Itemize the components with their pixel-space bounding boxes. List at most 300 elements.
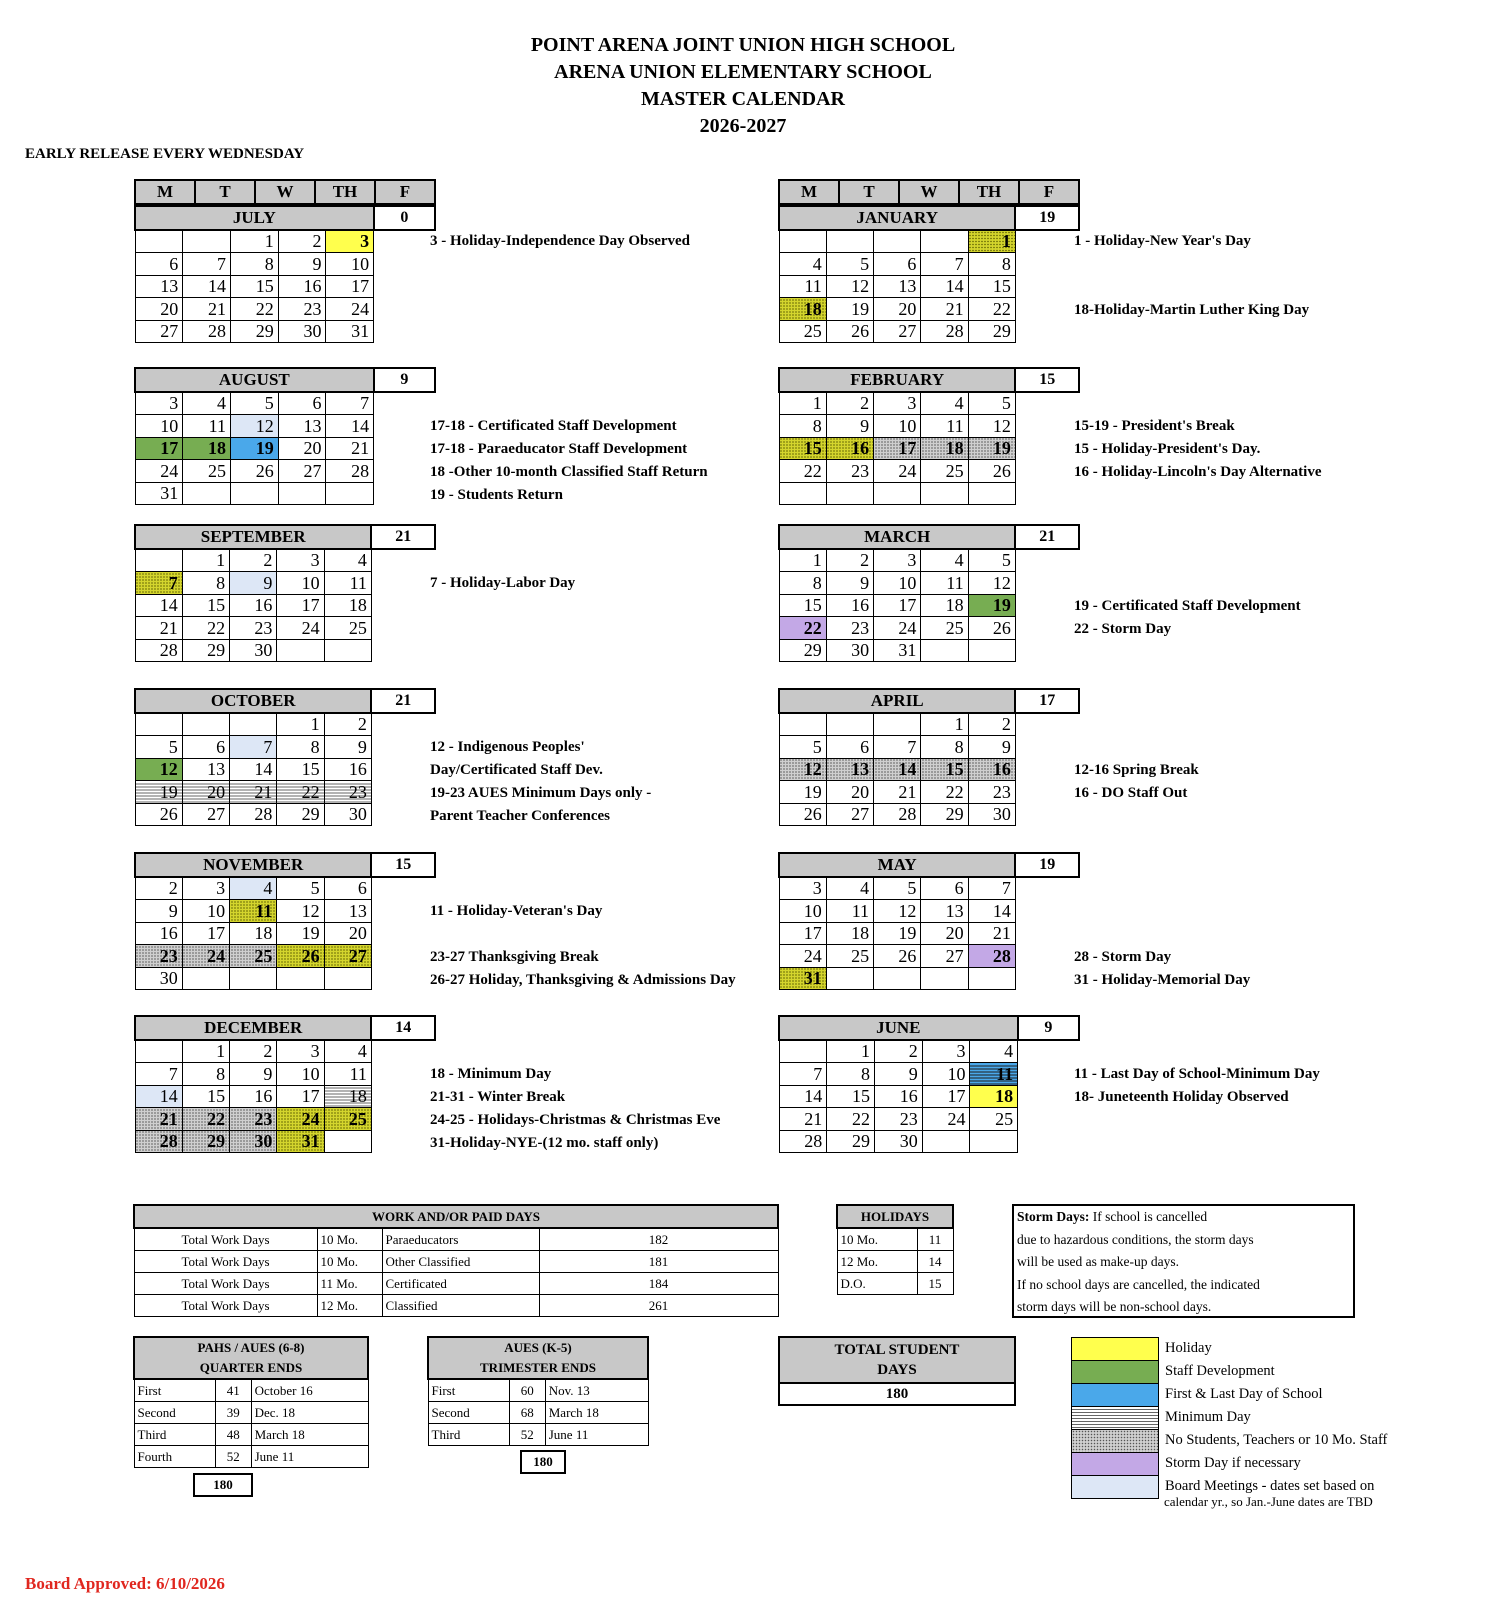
month-note: 17-18 - Certificated Staff Development — [430, 418, 677, 434]
month-note — [1074, 877, 1250, 900]
month-note: 11 - Holiday-Veteran's Day — [430, 903, 603, 919]
day-cell: 14 — [921, 275, 968, 298]
day-cell: 29 — [182, 1130, 229, 1153]
day-cell: 27 — [874, 320, 921, 343]
day-cell: 26 — [277, 945, 324, 968]
day-cell: 28 — [968, 945, 1015, 968]
day-cell: 16 — [324, 758, 371, 781]
week-row — [779, 1130, 1079, 1153]
day-cell: 2 — [968, 713, 1015, 736]
quarters-row — [134, 1446, 368, 1468]
month-note: 19-23 AUES Minimum Days only - — [430, 785, 652, 801]
week-row — [135, 639, 435, 662]
day-cell: 18 — [324, 1085, 371, 1108]
legend — [1071, 1337, 1387, 1498]
day-cell: 28 — [874, 803, 921, 826]
day-cell — [921, 230, 968, 253]
day-cell — [779, 713, 826, 736]
day-cell: 12 — [277, 900, 324, 923]
legend-label: Holiday — [1165, 1340, 1212, 1356]
day-cell: 19 — [277, 922, 324, 945]
day-cell: 10 — [922, 1063, 970, 1086]
week-row — [779, 967, 1079, 990]
trimesters-cell: March 18 — [545, 1402, 648, 1424]
week-row — [779, 945, 1079, 968]
quarter-title-line2: QUARTER ENDS — [199, 1360, 303, 1375]
month-note: 17-18 - Paraeducator Staff Development — [430, 441, 688, 457]
month-note — [1074, 1040, 1320, 1063]
week-row — [779, 549, 1079, 572]
legend-swatch — [1071, 1337, 1159, 1361]
month-notes — [430, 713, 651, 828]
week-row — [135, 945, 435, 968]
month-note: 21-31 - Winter Break — [430, 1089, 566, 1105]
month-note: 31 - Holiday-Memorial Day — [1074, 972, 1251, 988]
quarters-row — [134, 1424, 368, 1446]
month-name: OCTOBER — [135, 689, 371, 713]
day-cell: 17 — [874, 594, 921, 617]
day-cell: 12 — [968, 415, 1015, 438]
week-row — [135, 1130, 435, 1153]
month-day-count: 0 — [374, 206, 435, 230]
month-name: AUGUST — [135, 368, 374, 392]
trimester-total: 180 — [520, 1450, 566, 1474]
work-days-cell: 261 — [539, 1295, 778, 1317]
day-cell: 11 — [921, 415, 968, 438]
work-days-cell: Total Work Days — [134, 1251, 317, 1273]
month-note — [430, 1040, 720, 1063]
week-row — [779, 572, 1079, 595]
day-cell: 2 — [135, 877, 182, 900]
work-days-row — [134, 1295, 778, 1317]
left-calendar-column — [134, 179, 736, 1152]
day-cell: 27 — [278, 460, 326, 483]
month-name: DECEMBER — [135, 1016, 371, 1040]
early-release-note: EARLY RELEASE EVERY WEDNESDAY — [25, 146, 305, 162]
day-cell: 30 — [874, 1130, 922, 1153]
day-cell — [968, 639, 1015, 662]
work-days-cell: 11 Mo. — [317, 1273, 382, 1295]
day-cell: 17 — [922, 1085, 970, 1108]
day-cell: 14 — [874, 758, 921, 781]
day-cell: 15 — [827, 1085, 875, 1108]
day-cell: 15 — [921, 758, 968, 781]
storm-note-line: storm days will be non-school days. — [1017, 1299, 1212, 1314]
day-cell: 7 — [968, 877, 1015, 900]
month-note: Day/Certificated Staff Dev. — [430, 762, 603, 778]
month-notes — [1074, 549, 1301, 641]
day-cell: 23 — [230, 1108, 277, 1131]
day-cell: 12 — [230, 415, 278, 438]
day-cell — [324, 1130, 371, 1153]
week-row — [135, 758, 435, 781]
day-cell: 13 — [182, 758, 229, 781]
month-block-june — [778, 1015, 1320, 1153]
month-day-count: 19 — [1015, 853, 1079, 877]
day-cell: 30 — [968, 803, 1015, 826]
day-cell: 20 — [826, 781, 873, 804]
day-cell: 4 — [324, 549, 371, 572]
day-cell: 8 — [230, 253, 278, 276]
quarters-cell: Third — [134, 1424, 215, 1446]
day-cell: 28 — [230, 803, 277, 826]
day-cell: 16 — [230, 594, 277, 617]
day-cell: 27 — [324, 945, 371, 968]
day-cell: 26 — [135, 803, 182, 826]
day-cell: 11 — [324, 572, 371, 595]
day-cell: 3 — [277, 549, 324, 572]
school-name-elementary: ARENA UNION ELEMENTARY SCHOOL — [554, 61, 932, 83]
month-table-may — [778, 852, 1080, 990]
day-cell: 21 — [779, 1108, 827, 1131]
month-notes — [1074, 877, 1250, 992]
weekday-header — [778, 179, 1080, 205]
month-note: 18-Holiday-Martin Luther King Day — [1074, 302, 1310, 318]
week-row — [135, 415, 435, 438]
day-cell: 30 — [324, 803, 371, 826]
month-block-april — [778, 688, 1199, 826]
day-cell: 20 — [324, 922, 371, 945]
trimesters-row — [428, 1424, 648, 1446]
right-calendar-column — [778, 179, 1322, 1152]
day-cell: 1 — [827, 1040, 875, 1063]
month-note: 12-16 Spring Break — [1074, 762, 1199, 778]
day-cell: 10 — [874, 415, 921, 438]
month-block-november — [134, 852, 736, 990]
month-notes — [430, 230, 690, 253]
day-cell — [230, 482, 278, 505]
day-cell — [968, 967, 1015, 990]
day-cell — [324, 639, 371, 662]
day-cell: 17 — [874, 437, 921, 460]
day-cell: 23 — [278, 298, 326, 321]
trimesters-cell: Nov. 13 — [545, 1379, 648, 1402]
day-cell: 14 — [230, 758, 277, 781]
holidays-table — [836, 1204, 954, 1295]
day-cell — [826, 482, 873, 505]
month-note: 3 - Holiday-Independence Day Observed — [430, 233, 691, 249]
calendar-title: MASTER CALENDAR — [641, 88, 845, 110]
week-row — [779, 639, 1079, 662]
day-cell: 5 — [230, 392, 278, 415]
month-table-august — [134, 367, 436, 505]
day-cell: 15 — [779, 594, 826, 617]
week-row — [779, 1040, 1079, 1063]
day-cell: 21 — [183, 298, 231, 321]
quarters-cell: October 16 — [251, 1379, 368, 1402]
month-note — [1074, 549, 1301, 572]
month-name: JANUARY — [779, 206, 1015, 230]
week-row — [135, 1085, 435, 1108]
storm-days-note — [1012, 1204, 1355, 1318]
calendar-header — [0, 32, 1486, 140]
day-cell: 24 — [779, 945, 826, 968]
day-cell: 16 — [826, 437, 873, 460]
month-name: JULY — [135, 206, 374, 230]
day-cell: 13 — [826, 758, 873, 781]
month-day-count: 21 — [371, 525, 435, 549]
day-cell: 22 — [921, 781, 968, 804]
month-day-count: 9 — [1018, 1016, 1079, 1040]
day-cell: 21 — [874, 781, 921, 804]
month-day-count: 21 — [371, 689, 435, 713]
month-note: 16 - Holiday-Lincoln's Day Alternative — [1074, 464, 1322, 480]
day-cell: 14 — [183, 275, 231, 298]
legend-label: Board Meetings - dates set based on — [1165, 1478, 1375, 1494]
day-cell: 4 — [779, 253, 826, 276]
day-cell: 16 — [874, 1085, 922, 1108]
day-cell — [779, 482, 826, 505]
month-notes — [430, 392, 708, 507]
weekday-w: W — [899, 180, 959, 204]
week-row — [779, 1063, 1079, 1086]
holidays-row — [837, 1228, 953, 1251]
month-note — [1074, 253, 1309, 276]
quarter-title — [134, 1337, 368, 1379]
day-cell — [826, 230, 873, 253]
month-note — [430, 877, 736, 900]
day-cell: 6 — [921, 877, 968, 900]
month-name: SEPTEMBER — [135, 525, 371, 549]
week-row — [779, 1108, 1079, 1131]
day-cell: 10 — [135, 415, 183, 438]
month-table-september — [134, 524, 436, 662]
legend-label: No Students, Teachers or 10 Mo. Staff — [1165, 1432, 1388, 1448]
day-cell: 19 — [779, 781, 826, 804]
quarters-cell: 52 — [215, 1446, 251, 1468]
month-note: 1 - Holiday-New Year's Day — [1074, 233, 1251, 249]
total-student-title-line2: DAYS — [877, 1362, 917, 1378]
month-note: 19 - Certificated Staff Development — [1074, 598, 1301, 614]
week-row — [135, 922, 435, 945]
month-notes — [1074, 1040, 1320, 1109]
day-cell: 10 — [874, 572, 921, 595]
work-days-cell: Total Work Days — [134, 1273, 317, 1295]
holidays-cell: 10 Mo. — [837, 1228, 917, 1251]
day-cell: 31 — [135, 482, 183, 505]
day-cell: 28 — [183, 320, 231, 343]
weekday-m: M — [779, 180, 839, 204]
day-cell: 1 — [182, 549, 229, 572]
day-cell: 14 — [135, 594, 182, 617]
week-row — [779, 713, 1079, 736]
month-name: JUNE — [779, 1016, 1018, 1040]
day-cell: 11 — [324, 1063, 371, 1086]
day-cell — [968, 482, 1015, 505]
month-note — [430, 713, 651, 736]
week-row — [135, 803, 435, 826]
month-block-may — [778, 852, 1251, 990]
day-cell — [230, 713, 277, 736]
holidays-cell: 15 — [917, 1273, 953, 1295]
month-note — [1074, 713, 1199, 736]
week-row — [135, 298, 435, 321]
month-block-october — [134, 688, 652, 826]
work-days-cell: 182 — [539, 1228, 778, 1251]
week-row — [779, 736, 1079, 759]
day-cell: 15 — [779, 437, 826, 460]
day-cell: 7 — [135, 1063, 182, 1086]
holidays-cell: D.O. — [837, 1273, 917, 1295]
week-row — [135, 1040, 435, 1063]
day-cell: 17 — [779, 922, 826, 945]
day-cell: 8 — [779, 415, 826, 438]
month-note — [430, 392, 708, 415]
day-cell: 30 — [230, 1130, 277, 1153]
month-note — [1074, 736, 1199, 759]
day-cell — [182, 713, 229, 736]
day-cell: 12 — [135, 758, 182, 781]
day-cell: 31 — [874, 639, 921, 662]
work-days-row — [134, 1273, 778, 1295]
day-cell — [182, 967, 229, 990]
day-cell: 11 — [970, 1063, 1018, 1086]
holidays-row — [837, 1251, 953, 1273]
day-cell: 11 — [183, 415, 231, 438]
day-cell: 23 — [135, 945, 182, 968]
day-cell: 11 — [779, 275, 826, 298]
work-days-cell: Total Work Days — [134, 1295, 317, 1317]
week-row — [135, 572, 435, 595]
holidays-row — [837, 1273, 953, 1295]
month-notes — [1074, 230, 1309, 322]
month-note — [1074, 392, 1322, 415]
week-row — [779, 482, 1079, 505]
day-cell: 23 — [324, 781, 371, 804]
day-cell: 18 — [779, 298, 826, 321]
day-cell — [326, 482, 374, 505]
day-cell: 25 — [921, 617, 968, 640]
day-cell: 9 — [135, 900, 182, 923]
day-cell: 28 — [326, 460, 374, 483]
total-student-value: 180 — [885, 1386, 909, 1402]
day-cell: 21 — [135, 617, 182, 640]
day-cell — [826, 713, 873, 736]
trimesters-cell: Second — [428, 1402, 509, 1424]
day-cell — [874, 713, 921, 736]
month-note — [430, 923, 736, 946]
day-cell: 1 — [230, 230, 278, 253]
month-block-february — [778, 367, 1322, 505]
month-block-march — [778, 524, 1301, 662]
day-cell: 2 — [874, 1040, 922, 1063]
day-cell: 19 — [874, 922, 921, 945]
week-row — [135, 253, 435, 276]
day-cell: 6 — [324, 877, 371, 900]
day-cell: 7 — [779, 1063, 827, 1086]
work-days-cell: 184 — [539, 1273, 778, 1295]
day-cell: 1 — [277, 713, 324, 736]
day-cell: 5 — [277, 877, 324, 900]
day-cell: 9 — [874, 1063, 922, 1086]
school-year: 2026-2027 — [699, 115, 787, 137]
trimester-title-line2: TRIMESTER ENDS — [480, 1360, 596, 1375]
month-name: MARCH — [779, 525, 1015, 549]
month-day-count: 19 — [1015, 206, 1079, 230]
day-cell: 29 — [182, 639, 229, 662]
week-row — [779, 253, 1079, 276]
day-cell: 10 — [277, 572, 324, 595]
day-cell: 1 — [182, 1040, 229, 1063]
day-cell: 26 — [968, 617, 1015, 640]
day-cell: 27 — [826, 803, 873, 826]
day-cell: 15 — [182, 1085, 229, 1108]
day-cell — [921, 639, 968, 662]
day-cell: 5 — [968, 549, 1015, 572]
week-row — [135, 781, 435, 804]
month-note: 7 - Holiday-Labor Day — [430, 575, 576, 591]
day-cell: 19 — [968, 594, 1015, 617]
week-row — [135, 900, 435, 923]
day-cell: 4 — [324, 1040, 371, 1063]
quarter-ends-table — [133, 1336, 369, 1468]
month-day-count: 17 — [1015, 689, 1079, 713]
day-cell: 25 — [970, 1108, 1018, 1131]
day-cell: 13 — [135, 275, 183, 298]
month-note — [1074, 923, 1250, 946]
day-cell: 13 — [874, 275, 921, 298]
day-cell: 6 — [182, 736, 229, 759]
day-cell: 4 — [826, 877, 873, 900]
day-cell: 23 — [826, 460, 873, 483]
day-cell: 30 — [135, 967, 182, 990]
week-row — [779, 900, 1079, 923]
month-table-february — [778, 367, 1080, 505]
weekday-th: TH — [959, 180, 1019, 204]
day-cell: 12 — [826, 275, 873, 298]
month-note: 15-19 - President's Break — [1074, 418, 1235, 434]
work-days-row — [134, 1251, 778, 1273]
day-cell: 28 — [135, 1130, 182, 1153]
week-row — [779, 922, 1079, 945]
trimesters-cell: First — [428, 1379, 509, 1402]
day-cell: 18 — [324, 594, 371, 617]
day-cell: 9 — [324, 736, 371, 759]
day-cell: 12 — [968, 572, 1015, 595]
day-cell: 3 — [922, 1040, 970, 1063]
day-cell: 6 — [874, 253, 921, 276]
trimester-title-line1: AUES (K-5) — [504, 1340, 572, 1355]
day-cell: 21 — [968, 922, 1015, 945]
work-days-row — [134, 1228, 778, 1251]
trimesters-cell: Third — [428, 1424, 509, 1446]
day-cell: 21 — [230, 781, 277, 804]
month-note: 18 -Other 10-month Classified Staff Return — [430, 464, 708, 480]
week-row — [779, 230, 1079, 253]
day-cell: 1 — [779, 549, 826, 572]
day-cell: 26 — [874, 945, 921, 968]
day-cell: 17 — [182, 922, 229, 945]
quarters-cell: March 18 — [251, 1424, 368, 1446]
day-cell: 2 — [324, 713, 371, 736]
work-days-cell: 181 — [539, 1251, 778, 1273]
day-cell: 2 — [826, 549, 873, 572]
day-cell: 22 — [277, 781, 324, 804]
day-cell — [874, 967, 921, 990]
trimester-ends-table — [427, 1336, 649, 1446]
day-cell: 7 — [921, 253, 968, 276]
day-cell: 8 — [182, 572, 229, 595]
weekday-t: T — [195, 180, 255, 204]
week-row — [135, 736, 435, 759]
work-days-cell: Paraeducators — [382, 1228, 539, 1251]
day-cell: 13 — [278, 415, 326, 438]
day-cell — [183, 230, 231, 253]
week-row — [779, 877, 1079, 900]
week-row — [779, 437, 1079, 460]
day-cell — [183, 482, 231, 505]
month-note: 31-Holiday-NYE-(12 mo. staff only) — [430, 1135, 659, 1151]
